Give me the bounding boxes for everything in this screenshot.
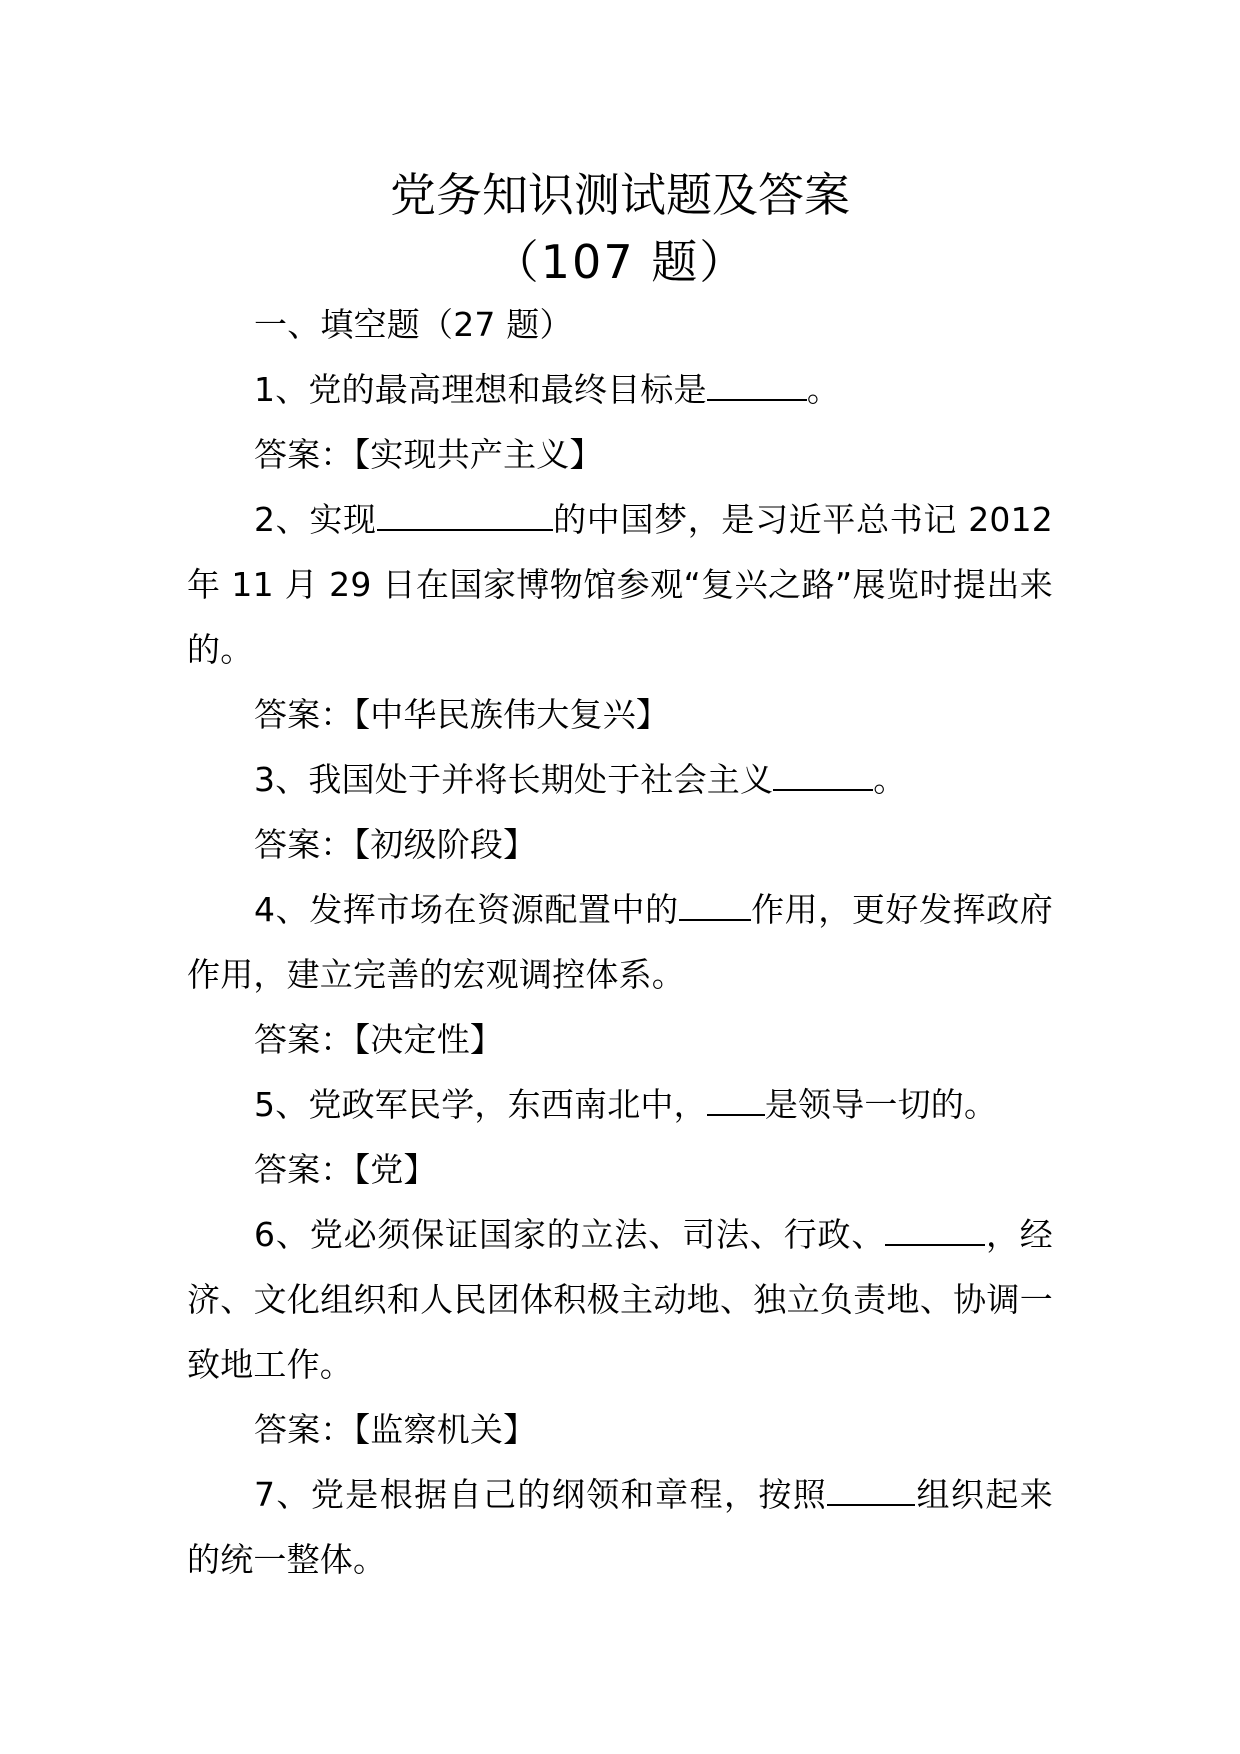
answer-5: 答案：【党】 — [254, 1150, 437, 1189]
question-text: 。 — [806, 370, 841, 409]
answer-4: 答案：【决定性】 — [254, 1020, 504, 1059]
document-title: 党务知识测试题及答案 — [390, 168, 850, 222]
fill-blank — [707, 369, 807, 401]
question-text: 党政军民学，东西南北中， — [308, 1085, 707, 1124]
answer-1: 答案：【实现共产主义】 — [254, 435, 603, 474]
question-number: 6、 — [254, 1215, 310, 1254]
question-number: 1、 — [254, 370, 309, 409]
question-3 — [187, 747, 1053, 812]
question-text: 实现 — [309, 500, 377, 539]
question-text: 组织起来的统一整体。 — [187, 1475, 1053, 1579]
question-text: 我国处于并将长期处于社会主义 — [308, 760, 774, 799]
answer-2: 答案：【中华民族伟大复兴】 — [254, 695, 670, 734]
answer-6: 答案：【监察机关】 — [254, 1410, 537, 1449]
fill-blank — [377, 499, 553, 531]
question-2 — [187, 487, 1053, 682]
fill-blank — [827, 1474, 915, 1506]
section-heading: 一、填空题（27 题） — [254, 305, 573, 344]
question-number: 2、 — [254, 500, 310, 539]
fill-blank — [773, 759, 873, 791]
question-text: 党是根据自己的纲领和章程，按照 — [310, 1475, 828, 1514]
question-1 — [187, 357, 1053, 422]
fill-blank — [707, 1084, 765, 1116]
question-text: 党必须保证国家的立法、司法、行政、 — [309, 1215, 886, 1254]
fill-blank — [885, 1214, 985, 1246]
question-text: 是领导一切的。 — [764, 1085, 998, 1124]
question-text: 作用，更好发挥政府作用，建立完善的宏观调控体系。 — [187, 890, 1053, 994]
question-number: 5、 — [254, 1085, 309, 1124]
document-body — [187, 292, 1053, 1592]
question-number: 7、 — [254, 1475, 311, 1514]
question-7 — [187, 1462, 1053, 1592]
question-text: 党的最高理想和最终目标是 — [308, 370, 707, 409]
question-text: 的中国梦，是习近平总书记 2012 年 11 月 29 日在国家博物馆参观“复兴之路”展览时提出来的。 — [187, 500, 1053, 669]
question-6 — [187, 1202, 1053, 1397]
question-5 — [187, 1072, 1053, 1137]
fill-blank — [679, 889, 751, 921]
question-text: 。 — [873, 760, 907, 799]
answer-3: 答案：【初级阶段】 — [254, 825, 537, 864]
question-count: （107 题） — [492, 235, 748, 289]
question-text: ，经济、文化组织和人民团体积极主动地、独立负责地、协调一致地工作。 — [187, 1215, 1053, 1384]
question-text: 发挥市场在资源配置中的 — [309, 890, 679, 929]
question-4 — [187, 877, 1053, 1007]
question-number: 3、 — [254, 760, 309, 799]
question-number: 4、 — [254, 890, 310, 929]
